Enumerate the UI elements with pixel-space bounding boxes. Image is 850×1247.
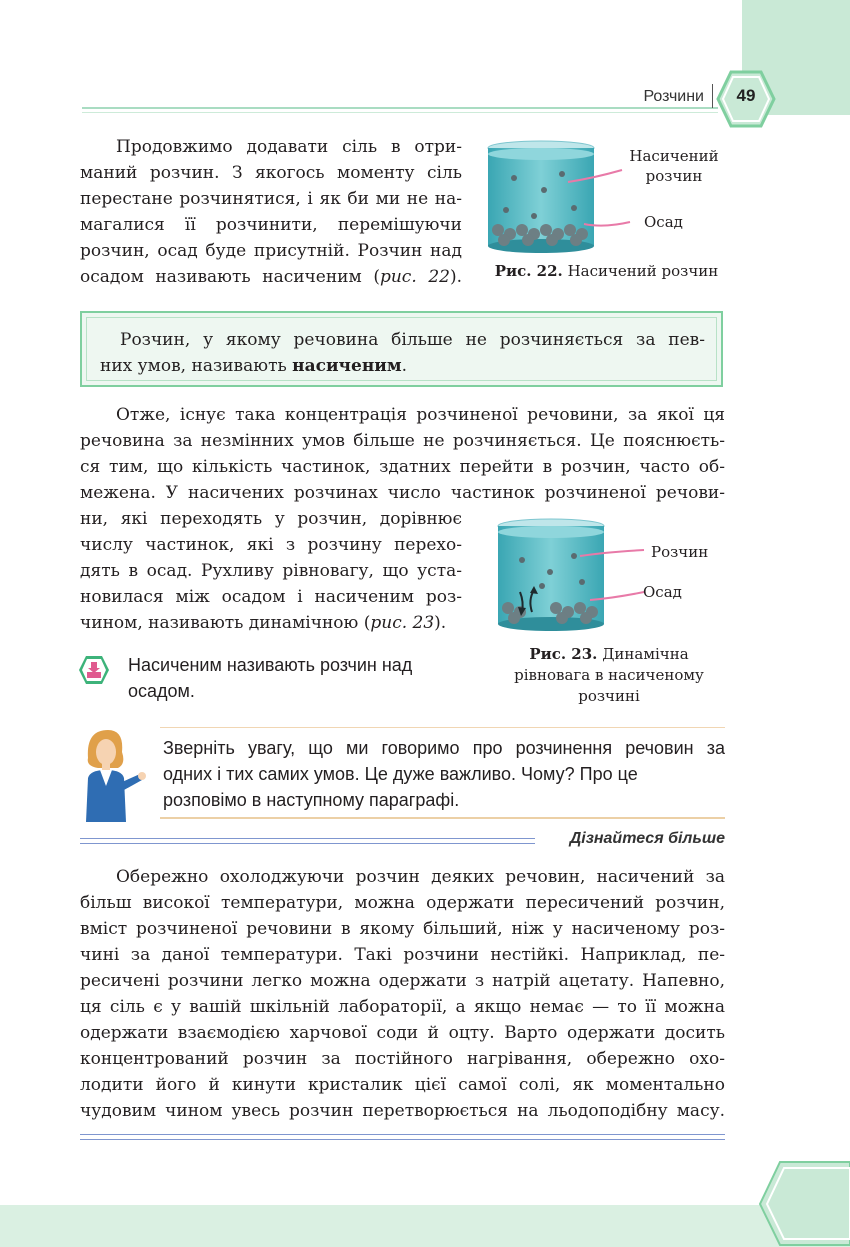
label-saturated-solution: Насичений розчин (629, 147, 719, 185)
figure-23-beaker (494, 516, 654, 634)
text-line: ся тим, що кількість частинок, здатних перейти в розчин, часто об- (80, 457, 725, 477)
learn-more-rule (80, 838, 535, 839)
paragraph-2-wide (80, 402, 725, 506)
text-line: вміст розчиненої речовини в якому більший, ніж у насиченому роз- (80, 919, 725, 939)
label-sediment-22: Осад (644, 213, 683, 231)
page-number: 49 (736, 86, 756, 105)
header-rule-thin (82, 112, 718, 113)
text-line: ни, які переходять у розчин, дорівнює (80, 509, 462, 529)
text-line: маний розчин. З якогось моменту сіль (80, 163, 462, 183)
key-term: насиченим (292, 356, 402, 376)
text-line: межена. У насичених розчинах число частинок розчиненої речови- (80, 483, 725, 503)
footer-corner-hexagon (758, 1160, 850, 1247)
running-head: Розчини (643, 88, 704, 105)
paragraph-1 (80, 134, 462, 290)
learn-more-text (80, 864, 725, 1124)
text-line: них умов, називають насиченим. (100, 356, 408, 376)
end-rule (80, 1139, 725, 1140)
note-rule-top (160, 727, 725, 728)
text-line: перестане розчинятися, і як би ми не на- (80, 189, 462, 209)
paragraph-2-narrow (80, 506, 462, 636)
text-line: чином, називають динамічною (рис. 23). (80, 613, 447, 633)
text-line: дять в осад. Рухливу рівновагу, що уста- (80, 561, 462, 581)
label-sediment-23: Осад (643, 583, 682, 601)
note-text: Зверніть увагу, що ми говоримо про розчинення речовин за одних і тих самих умов. Це дуже важливо. Чому? Про це розповімо в наступному параграфі. (163, 738, 725, 810)
text-line: чудовим чином увесь розчин перетворюється на льодоподібну масу. (80, 1101, 725, 1121)
end-rule (80, 1134, 725, 1135)
text-line: ресичені розчини легко можна одержати з натрій ацетату. Напевно, (80, 971, 725, 991)
remember-text: Насиченим називають розчин над осадом. (128, 655, 413, 701)
text-line: більш високої температури, можна одержати пересичений розчин, (80, 893, 725, 913)
learn-more-title: Дізнайтеся більше (569, 830, 725, 847)
figure-22-caption: Рис. 22. Насичений розчин (494, 262, 719, 280)
text-line: Продовжимо додавати сіль в отри- (116, 137, 462, 157)
text-line: концентрований розчин за постійного нагрівання, обережно охо- (80, 1049, 725, 1069)
header-rule (82, 107, 718, 109)
figure-23-caption: Рис. 23. Динамічна рівновага в насиченому розчині (514, 645, 704, 705)
label-solution-23: Розчин (651, 543, 709, 561)
learn-more-rule (80, 843, 535, 844)
figure-reference: рис. 23 (370, 613, 435, 633)
definition-text (100, 327, 705, 379)
text-line: одержати взаємодією харчової соди й оцту. Варто одержати досить (80, 1023, 725, 1043)
text-line: Обережно охолоджуючи розчин деяких речовин, насичений за (116, 867, 725, 887)
text-line: чині за даної температури. Такі розчини нестійкі. Наприклад, пе- (80, 945, 725, 965)
text-line: Отже, існує така концентрація розчиненої речовини, за якої ця (116, 405, 725, 425)
teacher-illustration-icon (78, 724, 150, 822)
remember-icon (78, 654, 110, 686)
text-line: осадом називають насиченим (рис. 22). (80, 267, 462, 287)
text-line: ця сіль є у вашій шкільній лабораторії, а якщо немає — то її можна (80, 997, 725, 1017)
text-line: речовина за незмінних умов більше не розчиняється. Це пояснюєть- (80, 431, 725, 451)
text-line: новилася між осадом і насиченим роз- (80, 587, 462, 607)
text-line: розчин, осад буде присутній. Розчин над (80, 241, 462, 261)
text-line: лодити його й кинути кристалик цієї самої солі, як моментально (80, 1075, 725, 1095)
text-line: магалися її розчинити, перемішуючи (80, 215, 462, 235)
text-line: числу частинок, які з розчину перехо- (80, 535, 462, 555)
text-line: Розчин, у якому речовина більше не розчиняється за пев- (120, 330, 705, 350)
figure-reference: рис. 22 (379, 267, 450, 287)
footer-band (0, 1205, 850, 1247)
note-rule-bottom (160, 817, 725, 819)
header-divider (712, 84, 713, 108)
